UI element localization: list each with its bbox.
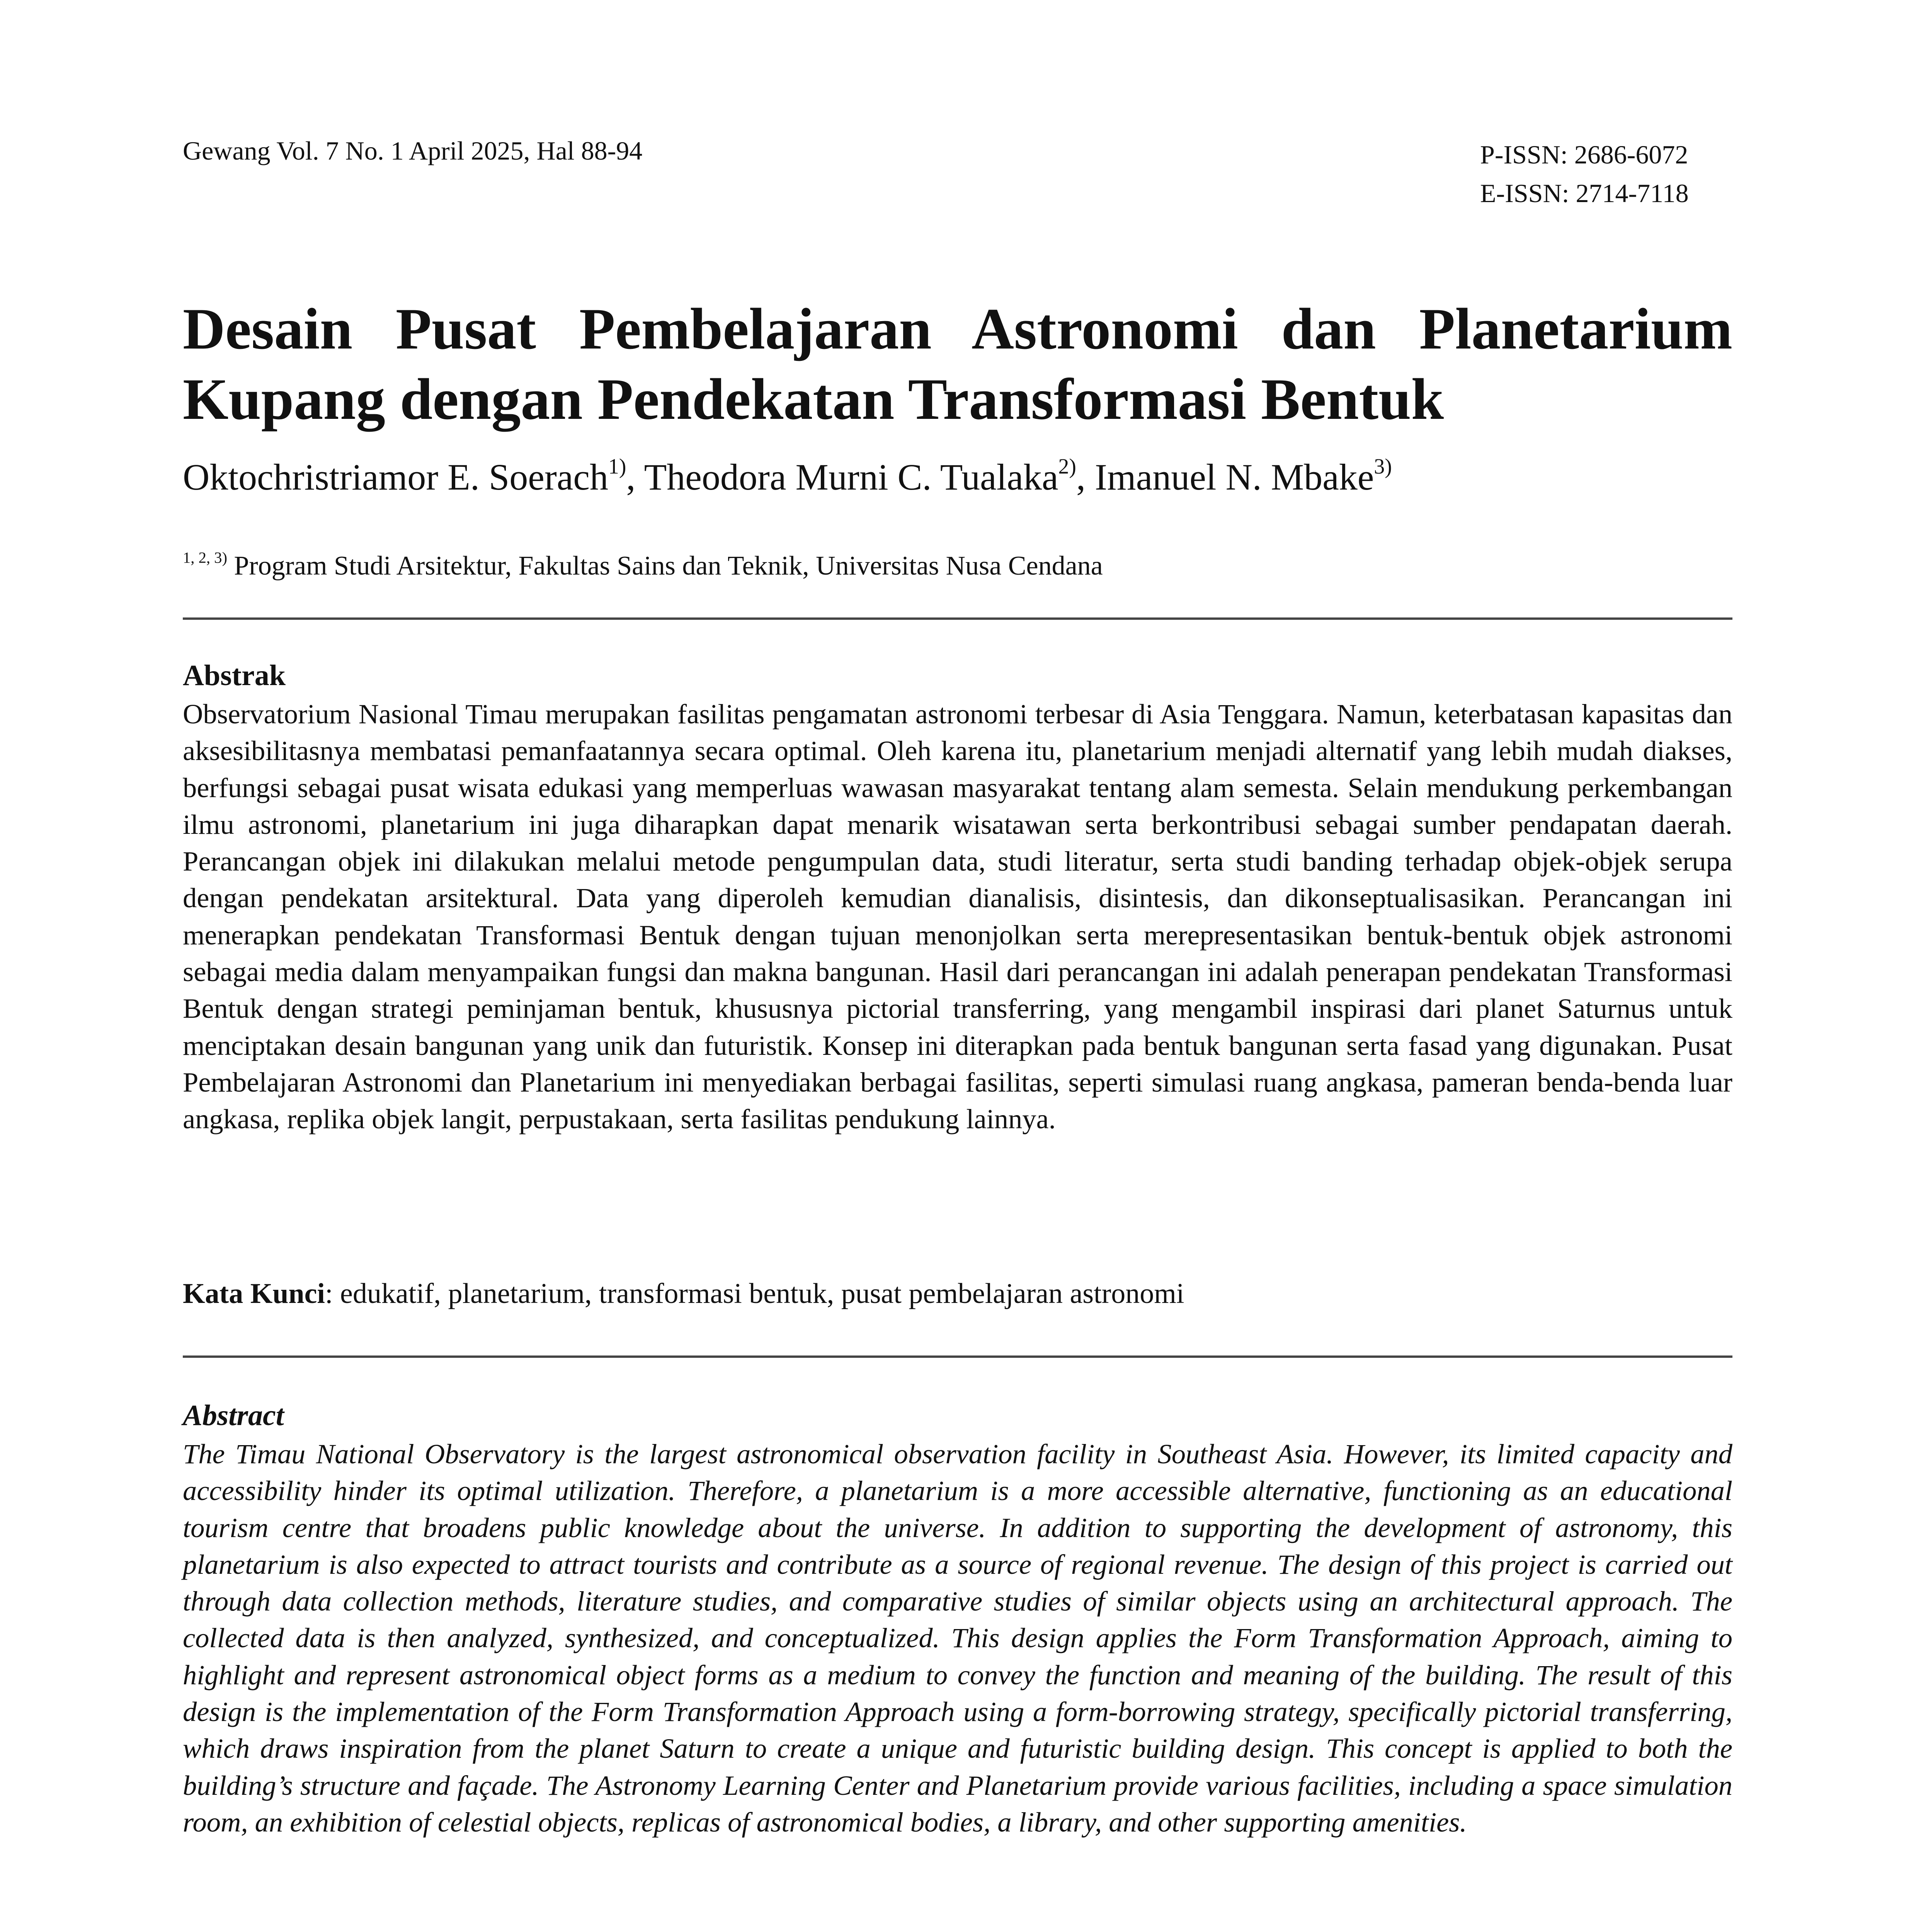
e-issn: E-ISSN: 2714-7118 xyxy=(1480,179,1689,208)
paper-title: Desain Pusat Pembelajaran Astronomi dan Planetarium Kupang dengan Pendekatan Transformasi Bentuk xyxy=(183,296,1732,432)
affiliation-text: Program Studi Arsitektur, Fakultas Sains dan Teknik, Universitas Nusa Cendana xyxy=(227,551,1103,581)
kata-kunci xyxy=(183,1275,1732,1312)
author-separator: , xyxy=(1076,456,1095,498)
author-name: Imanuel N. Mbake xyxy=(1094,456,1374,498)
author-name: Theodora Murni C. Tualaka xyxy=(644,456,1058,498)
abstrak-heading: Abstrak xyxy=(183,659,286,692)
abstract-heading: Abstract xyxy=(183,1399,284,1432)
author-affiliation-mark: 3) xyxy=(1374,454,1392,479)
abstract-body: The Timau National Observatory is the largest astronomical observation facility in Southeast Asia. However, its limited capacity and accessibility hinder its optimal utilization. Therefore, a planetarium is a more accessible alternative, functioning as an educational tourism centre that broadens public knowledge about the universe. In addition to supporting the development of astronomy, this planetarium is also expected to attract tourists and contribute as a source of regional revenue. The design of this project is carried out through data collection methods, literature studies, and comparative studies of similar objects using an architectural approach. The collected data is then analyzed, synthesized, and conceptualized. This design applies the Form Transformation Approach, aiming to highlight and represent astronomical object forms as a medium to convey the function and meaning of the building. The result of this design is the implementation of the Form Transformation Approach using a form-borrowing strategy, specifically pictorial transferring, which draws inspiration from the planet Saturn to create a unique and futuristic building design. This concept is applied to both the building’s structure and façade. The Astronomy Learning Center and Planetarium provide various facilities, including a space simulation room, an exhibition of celestial objects, replicas of astronomical bodies, a library, and other supporting amenities. xyxy=(183,1438,1732,1838)
author-list xyxy=(183,452,1732,502)
author-separator: , xyxy=(626,456,644,498)
author-name: Oktochristriamor E. Soerach xyxy=(183,456,608,498)
section-divider xyxy=(183,1355,1732,1358)
abstrak-body: Observatorium Nasional Timau merupakan fasilitas pengamatan astronomi terbesar di Asia Tenggara. Namun, keterbatasan kapasitas dan aksesibilitasnya membatasi pemanfaatannya secara optimal. Oleh karena itu, planetarium menjadi alternatif yang lebih mudah diakses, berfungsi sebagai pusat wisata edukasi yang memperluas wawasan masyarakat tentang alam semesta. Selain mendukung perkembangan ilmu astronomi, planetarium ini juga diharapkan dapat menarik wisatawan serta berkontribusi sebagai sumber pendapatan daerah. Perancangan objek ini dilakukan melalui metode pengumpulan data, studi literatur, serta studi banding terhadap objek-objek serupa dengan pendekatan arsitektural. Data yang diperoleh kemudian dianalisis, disintesis, dan dikonseptualisasikan. Perancangan ini menerapkan pendekatan Transformasi Bentuk dengan tujuan menonjolkan serta merepresentasikan bentuk-bentuk objek astronomi sebagai media dalam menyampaikan fungsi dan makna bangunan. Hasil dari perancangan ini adalah penerapan pendekatan Transformasi Bentuk dengan strategi peminjaman bentuk, khususnya pictorial transferring, yang mengambil inspirasi dari planet Saturnus untuk menciptakan desain bangunan yang unik dan futuristik. Konsep ini diterapkan pada bentuk bangunan serta fasad yang digunakan. Pusat Pembelajaran Astronomi dan Planetarium ini menyediakan berbagai fasilitas, seperti simulasi ruang angkasa, pameran benda-benda luar angkasa, replika objek langit, perpustakaan, serta fasilitas pendukung lainnya. xyxy=(183,698,1732,1135)
author-affiliation-mark: 1) xyxy=(608,454,626,479)
author-affiliation-mark: 2) xyxy=(1058,454,1076,479)
kata-kunci-label: Kata Kunci xyxy=(183,1278,325,1310)
section-divider xyxy=(183,617,1732,620)
affiliation-mark: 1, 2, 3) xyxy=(183,549,227,566)
issn-block xyxy=(1480,135,1689,213)
affiliation xyxy=(183,549,1732,583)
p-issn: P-ISSN: 2686-6072 xyxy=(1480,140,1688,169)
kata-kunci-list: : edukatif, planetarium, transformasi bentuk, pusat pembelajaran astronomi xyxy=(325,1278,1184,1310)
running-header-left: Gewang Vol. 7 No. 1 April 2025, Hal 88-94 xyxy=(183,136,643,165)
